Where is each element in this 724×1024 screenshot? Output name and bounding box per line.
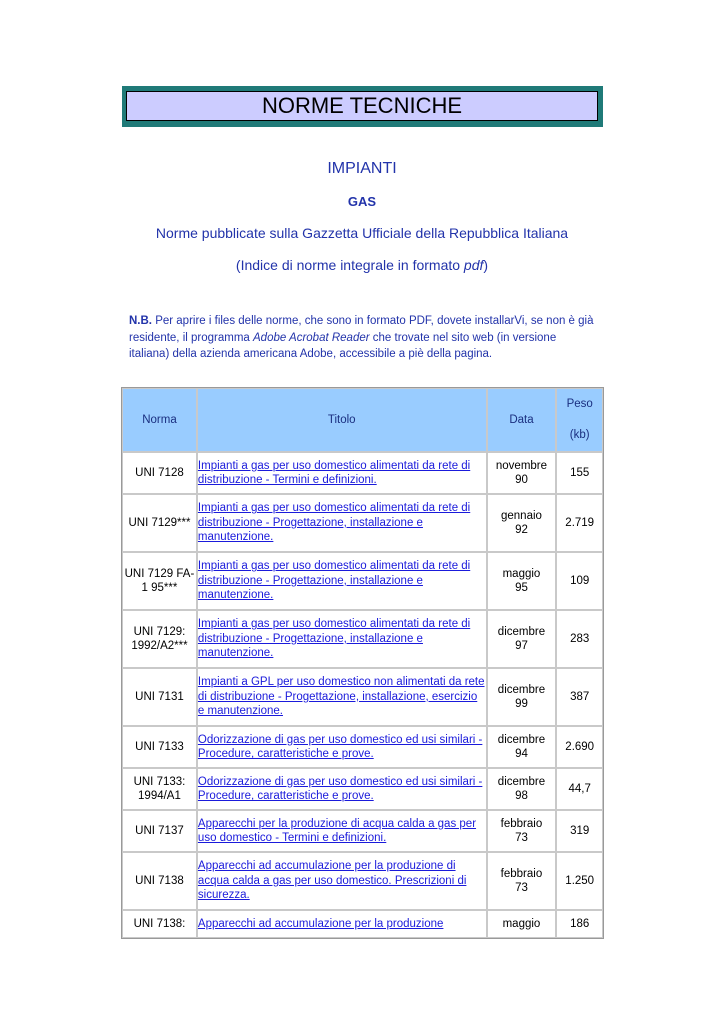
nb-note — [129, 313, 599, 363]
index-format: pdf — [463, 257, 484, 273]
titolo-cell — [197, 810, 487, 852]
titolo-link[interactable]: Impianti a GPL per uso domestico non alimentati da rete di distribuzione - Progettazione, installazione, esercizio e manutenzione. — [197, 676, 485, 718]
header-norma: Norma — [122, 388, 197, 452]
nb-text-1: Per aprire i files delle norme, che sono in formato PDF, dovete installarVi, se non è già residente, il programma — [129, 315, 594, 344]
peso-cell: 44,7 — [556, 768, 603, 810]
peso-cell: 319 — [556, 810, 603, 852]
data-month: maggio — [502, 568, 541, 580]
data-cell — [487, 452, 557, 494]
subtitle: Norme pubblicate sulla Gazzetta Ufficiale della Repubblica Italiana — [155, 225, 569, 241]
header-data: Data — [487, 388, 557, 452]
table-row — [122, 494, 603, 552]
norma-cell: UNI 7129*** — [122, 494, 197, 552]
subcategory-heading: GAS — [347, 194, 377, 209]
data-year: 90 — [515, 474, 528, 486]
table-row — [122, 810, 603, 852]
header-peso-label: Peso — [566, 398, 593, 410]
data-cell — [487, 552, 557, 610]
peso-cell: 387 — [556, 668, 603, 726]
titolo-link[interactable]: Impianti a gas per uso domestico alimentati da rete di distribuzione - Progettazione, installazione e manutenzione. — [197, 502, 471, 544]
table-row — [122, 552, 603, 610]
data-month: dicembre — [497, 734, 546, 746]
data-year: 98 — [515, 790, 528, 802]
peso-cell: 283 — [556, 610, 603, 668]
index-prefix: (Indice di norme integrale in formato — [235, 257, 464, 273]
data-year: 92 — [515, 524, 528, 536]
title-banner — [122, 86, 603, 127]
data-year: 95 — [515, 582, 528, 594]
peso-cell: 109 — [556, 552, 603, 610]
data-month: dicembre — [497, 776, 546, 788]
titolo-cell — [197, 494, 487, 552]
titolo-link[interactable]: Odorizzazione di gas per uso domestico ed usi similari - Procedure, caratteristiche e prove. — [197, 775, 483, 802]
norma-cell: UNI 7138: — [122, 910, 197, 938]
norma-cell: UNI 7129: 1992/A2*** — [122, 610, 197, 668]
data-cell — [487, 610, 557, 668]
table-row — [122, 726, 603, 768]
data-month: febbraio — [500, 868, 543, 880]
data-cell — [487, 910, 557, 938]
titolo-cell — [197, 452, 487, 494]
table-row — [122, 852, 603, 910]
peso-cell: 186 — [556, 910, 603, 938]
table-header-row — [122, 388, 603, 452]
data-cell — [487, 494, 557, 552]
norma-cell: UNI 7128 — [122, 452, 197, 494]
data-year: 73 — [515, 882, 528, 894]
titolo-link[interactable]: Apparecchi ad accumulazione per la produzione — [197, 917, 444, 930]
titolo-cell — [197, 852, 487, 910]
data-month: novembre — [495, 460, 548, 472]
page-title: NORME TECNICHE — [126, 91, 598, 121]
data-month: dicembre — [497, 626, 546, 638]
data-cell — [487, 768, 557, 810]
titolo-cell — [197, 726, 487, 768]
peso-cell: 2.690 — [556, 726, 603, 768]
data-cell — [487, 726, 557, 768]
data-year: 99 — [515, 698, 528, 710]
norma-cell: UNI 7138 — [122, 852, 197, 910]
category-heading: IMPIANTI — [327, 160, 397, 177]
nb-program: Adobe Acrobat Reader — [253, 331, 370, 344]
table-row — [122, 452, 603, 494]
titolo-link[interactable]: Apparecchi ad accumulazione per la produzione di acqua calda a gas per uso domestico. Prescrizioni di sicurezza. — [197, 860, 467, 902]
titolo-link[interactable]: Impianti a gas per uso domestico alimentati da rete di distribuzione - Progettazione, installazione e manutenzione. — [197, 618, 471, 660]
data-cell — [487, 852, 557, 910]
nb-label: N.B. — [129, 315, 152, 327]
norma-cell: UNI 7137 — [122, 810, 197, 852]
titolo-cell — [197, 668, 487, 726]
data-year: 97 — [515, 640, 528, 652]
nb-text-2: che trovate nel sito web (in versione italiana) della azienda americana Adobe, accessibile a piè della pagina. — [129, 331, 557, 360]
data-month: febbraio — [500, 818, 543, 830]
table-row — [122, 768, 603, 810]
peso-cell: 1.250 — [556, 852, 603, 910]
titolo-link[interactable]: Impianti a gas per uso domestico alimentati da rete di distribuzione - Progettazione, installazione e manutenzione. — [197, 560, 471, 602]
titolo-link[interactable]: Odorizzazione di gas per uso domestico ed usi similari - Procedure, caratteristiche e prove. — [197, 733, 483, 760]
index-suffix: ) — [483, 257, 489, 273]
norma-cell: UNI 7133 — [122, 726, 197, 768]
peso-cell: 155 — [556, 452, 603, 494]
data-cell — [487, 810, 557, 852]
titolo-link[interactable]: Impianti a gas per uso domestico alimentati da rete di distribuzione - Termini e definizioni. — [197, 459, 471, 486]
index-note — [0, 257, 724, 273]
data-month: gennaio — [500, 510, 542, 522]
data-year: 94 — [515, 748, 528, 760]
header-peso-unit: (kb) — [569, 429, 590, 441]
titolo-cell — [197, 910, 487, 938]
header-peso — [556, 388, 603, 452]
norma-cell: UNI 7129 FA-1 95*** — [122, 552, 197, 610]
titolo-link[interactable]: Apparecchi per la produzione di acqua calda a gas per uso domestico - Termini e definizioni. — [197, 817, 477, 844]
table-row — [122, 910, 603, 938]
header-titolo: Titolo — [197, 388, 487, 452]
titolo-cell — [197, 552, 487, 610]
data-month: maggio — [502, 918, 541, 930]
peso-cell: 2.719 — [556, 494, 603, 552]
titolo-cell — [197, 768, 487, 810]
data-month: dicembre — [497, 684, 546, 696]
norma-cell: UNI 7133: 1994/A1 — [122, 768, 197, 810]
norms-table — [121, 387, 604, 939]
data-year: 73 — [515, 832, 528, 844]
table-row — [122, 668, 603, 726]
titolo-cell — [197, 610, 487, 668]
norma-cell: UNI 7131 — [122, 668, 197, 726]
table-row — [122, 610, 603, 668]
data-cell — [487, 668, 557, 726]
